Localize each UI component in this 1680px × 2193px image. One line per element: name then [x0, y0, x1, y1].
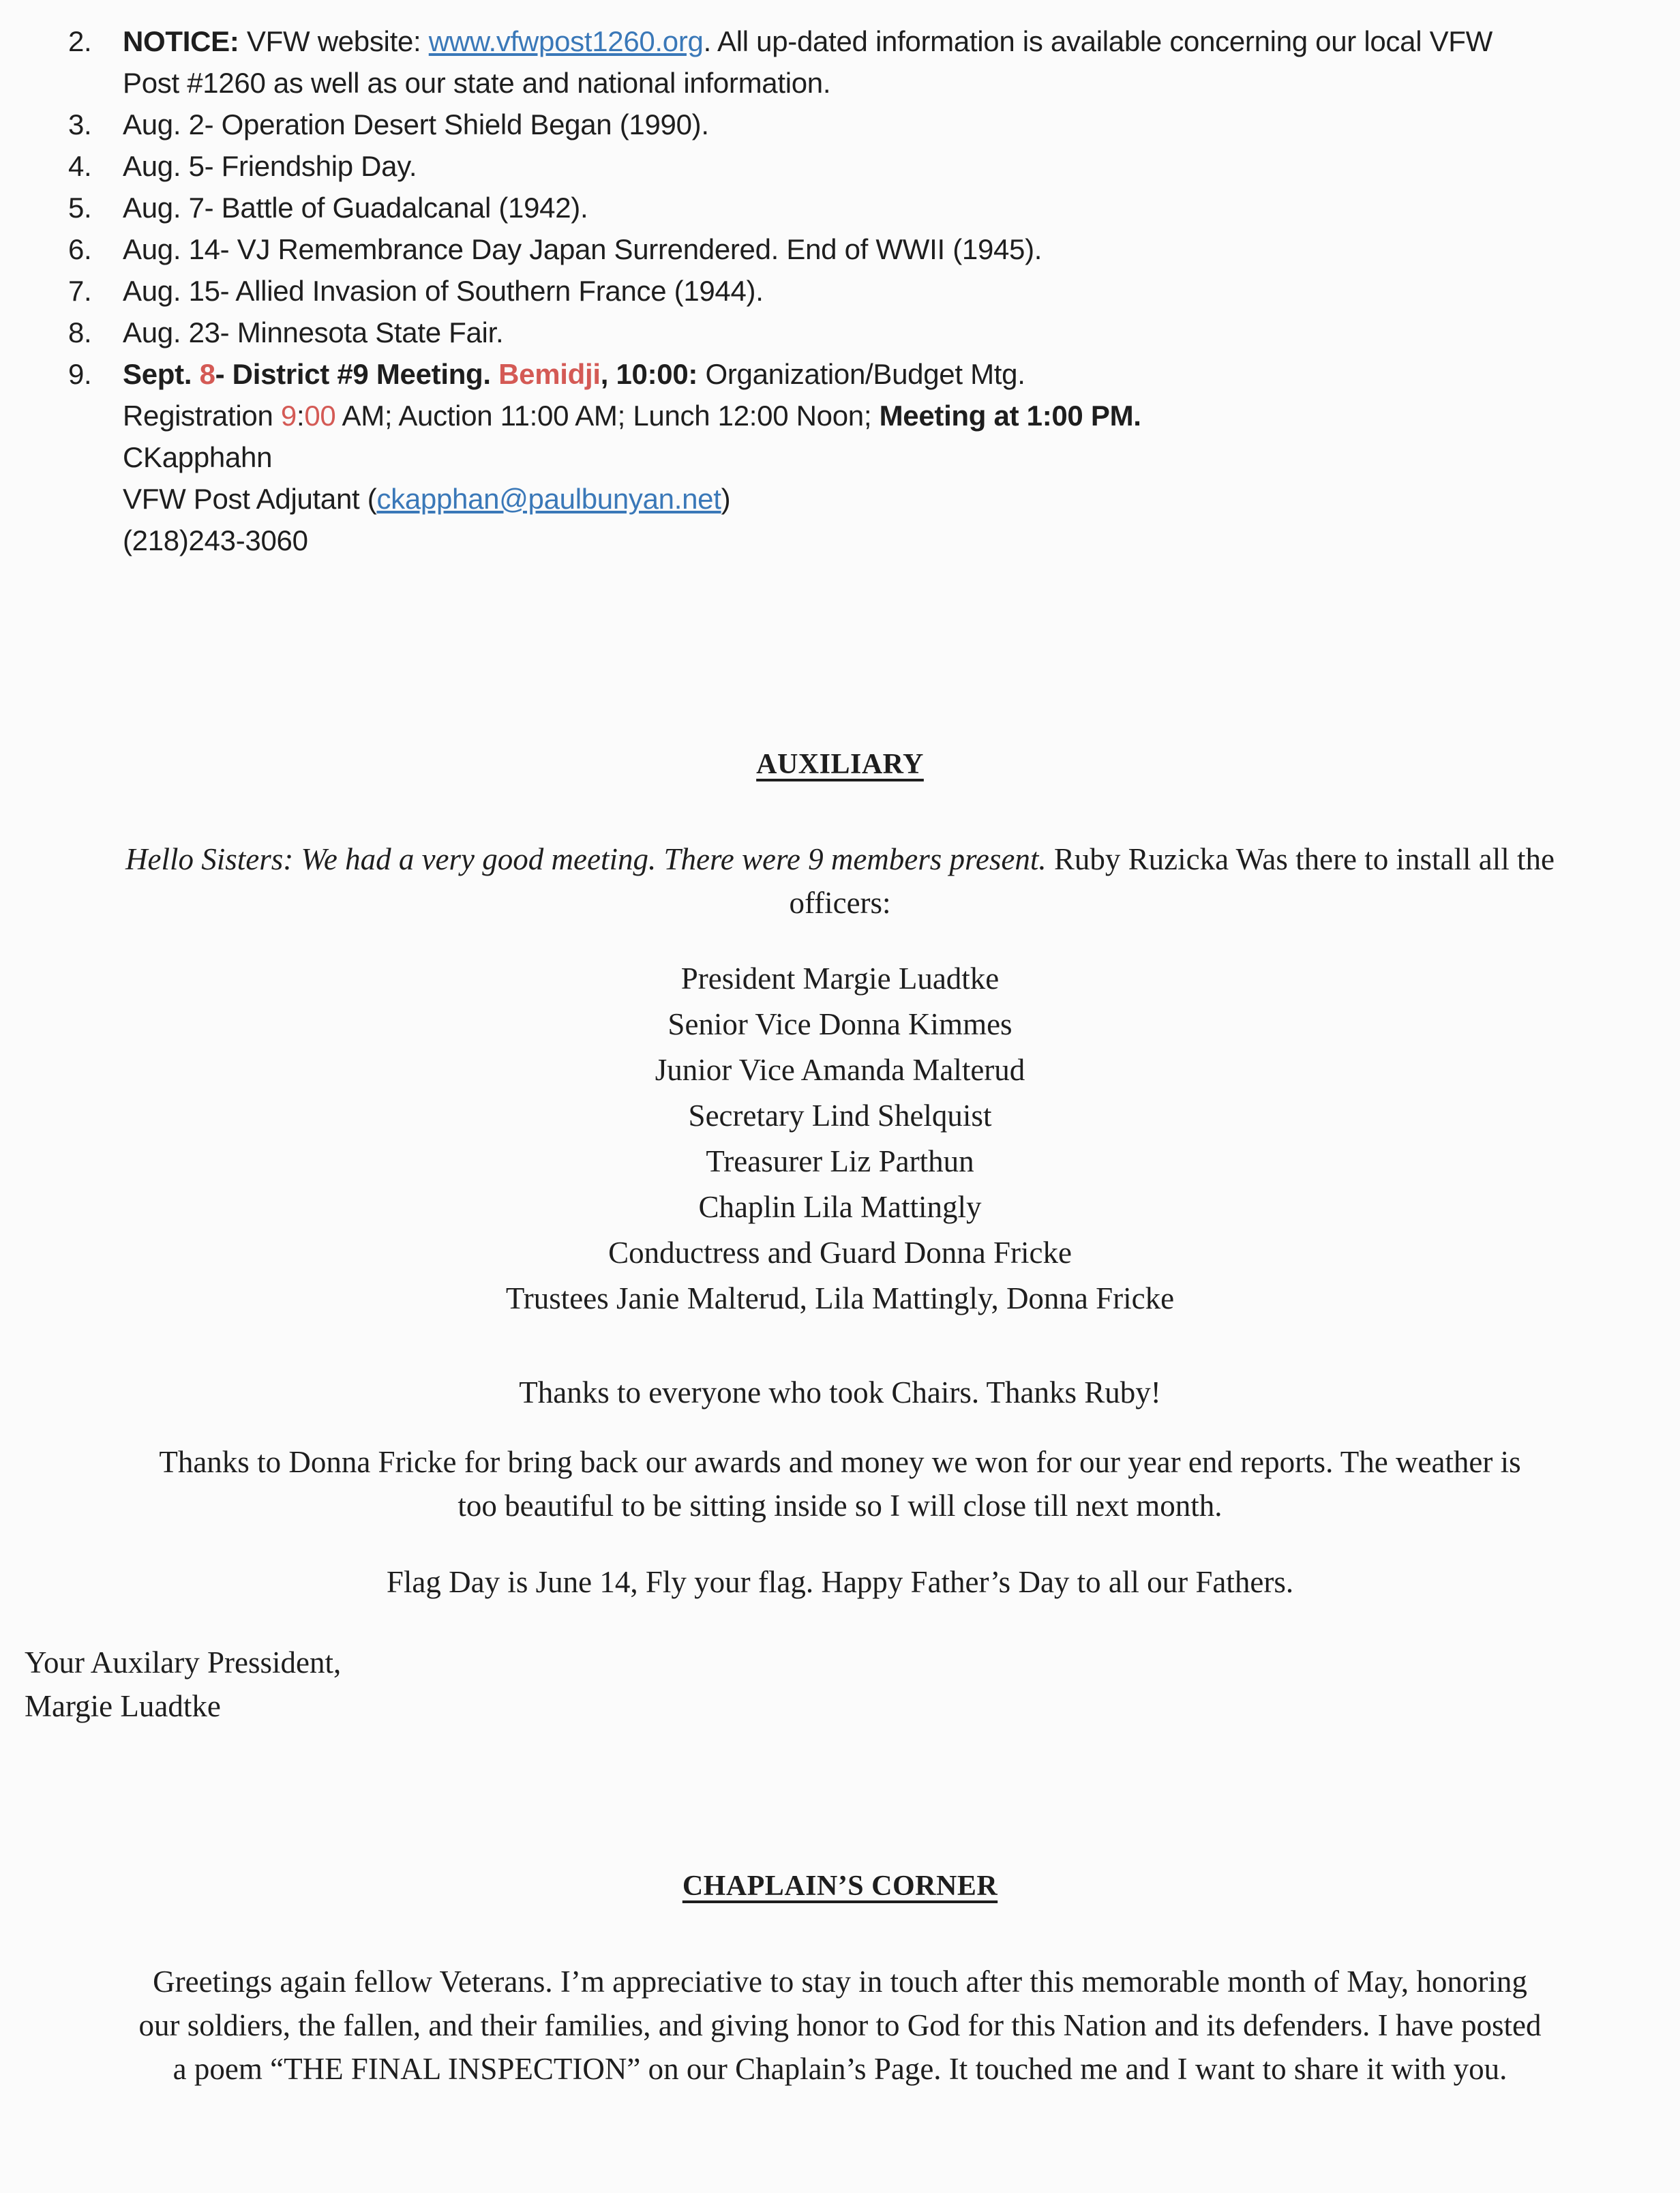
- chaplain-heading: [0, 1870, 1680, 1903]
- signature-name: Margie Luadtke: [25, 1689, 221, 1723]
- registration-hour: 9: [280, 400, 297, 432]
- closing-line: Your Auxilary Pressident,: [25, 1645, 342, 1680]
- registration-label: Registration: [123, 400, 281, 432]
- officer-line: Secretary Lind Shelquist: [688, 1099, 992, 1133]
- item-number: 8.: [68, 316, 92, 348]
- item-number: 2.: [68, 25, 92, 57]
- officer-line: Chaplin Lila Mattingly: [698, 1190, 982, 1224]
- item-number: 3.: [68, 108, 92, 140]
- email-link[interactable]: ckapphan@paulbunyan.net: [376, 483, 721, 515]
- auxiliary-heading: [0, 748, 1680, 781]
- time-label: , 10:00:: [600, 358, 698, 390]
- thanks-donna-line2: too beautiful to be sitting inside so I will close till next month.: [457, 1489, 1222, 1523]
- auxiliary-heading-text: AUXILIARY: [756, 749, 924, 780]
- auxiliary-intro: [0, 837, 1680, 925]
- chaplain-heading-text: CHAPLAIN’S CORNER: [682, 1870, 998, 1902]
- item-text: Aug. 23- Minnesota State Fair.: [123, 316, 504, 348]
- list-item-district-meeting: [68, 353, 1664, 561]
- website-label: VFW website:: [239, 25, 429, 57]
- list-item: [68, 145, 1664, 187]
- list-item: [68, 228, 1664, 270]
- registration-colon: :: [296, 400, 305, 432]
- phone-number: (218)243-3060: [123, 524, 308, 556]
- list-item: [68, 270, 1664, 312]
- thanks-chairs: Thanks to everyone who took Chairs. Thanks Ruby!: [519, 1375, 1161, 1409]
- officer-line: Senior Vice Donna Kimmes: [668, 1007, 1012, 1041]
- officer-line: Conductress and Guard Donna Fricke: [608, 1236, 1072, 1270]
- item-text: Aug. 5- Friendship Day.: [123, 150, 417, 182]
- registration-minutes: 00: [304, 400, 336, 432]
- officer-line: President Margie Luadtke: [680, 961, 1000, 996]
- item-number: 9.: [68, 358, 92, 390]
- item-text: Aug. 7- Battle of Guadalcanal (1942).: [123, 192, 588, 224]
- chaplain-line1: Greetings again fellow Veterans. I’m appreciative to stay in touch after this memorable month of May, honoring: [153, 1965, 1527, 1999]
- chaplain-line3: a poem “THE FINAL INSPECTION” on our Chaplain’s Page. It touched me and I want to share it with you.: [172, 2052, 1508, 2086]
- chaplain-line2: our soldiers, the fallen, and their families, and giving honor to God for this Nation and its defenders. I have posted: [138, 2008, 1542, 2042]
- item-text: Aug. 14- VJ Remembrance Day Japan Surrendered. End of WWII (1945).: [123, 233, 1042, 265]
- intro-line2: officers:: [789, 886, 891, 920]
- officer-line: Junior Vice Amanda Malterud: [655, 1053, 1025, 1087]
- thanks-donna-line1: Thanks to Donna Fricke for bring back our awards and money we won for our year end reports. The weather is: [159, 1445, 1521, 1479]
- item-number: 7.: [68, 275, 92, 307]
- sept-label: Sept.: [123, 358, 200, 390]
- signer-role: VFW Post Adjutant (: [123, 483, 377, 515]
- sept-day: 8: [199, 358, 215, 390]
- list-item: [68, 20, 1664, 104]
- meeting-time: Meeting at 1:00 PM.: [879, 400, 1141, 432]
- events-list: [68, 20, 1664, 561]
- officer-line: Treasurer Liz Parthun: [706, 1144, 974, 1178]
- paren-close: ): [721, 483, 731, 515]
- auxiliary-signoff: [25, 1641, 341, 1728]
- item-number: 6.: [68, 233, 92, 265]
- org-text: Organization/Budget Mtg.: [698, 358, 1025, 390]
- notice-label: NOTICE:: [123, 25, 239, 57]
- signer-name: CKapphahn: [123, 441, 273, 473]
- notice-text: . All up-dated information is available concerning our local VFW: [703, 25, 1493, 57]
- item-text: Aug. 2- Operation Desert Shield Began (1990).: [123, 108, 709, 140]
- intro-italic: Hello Sisters: We had a very good meeting. There were 9 members present.: [125, 842, 1047, 876]
- flag-day: Flag Day is June 14, Fly your flag. Happy Father’s Day to all our Fathers.: [386, 1565, 1294, 1599]
- notice-text-line2: Post #1260 as well as our state and national information.: [123, 67, 831, 99]
- thanks-donna: [0, 1440, 1680, 1527]
- list-item: [68, 312, 1664, 353]
- chaplain-message: [0, 1960, 1680, 2091]
- item-text: Aug. 15- Allied Invasion of Southern France (1944).: [123, 275, 764, 307]
- officer-line: Trustees Janie Malterud, Lila Mattingly, Donna Fricke: [505, 1281, 1175, 1315]
- website-link[interactable]: www.vfwpost1260.org: [428, 25, 704, 57]
- district-label: - District #9 Meeting.: [215, 358, 499, 390]
- intro-text: Ruby Ruzicka Was there to install all the: [1046, 842, 1555, 876]
- location-name: Bemidji: [498, 358, 601, 390]
- item-number: 4.: [68, 150, 92, 182]
- schedule-text: AM; Auction 11:00 AM; Lunch 12:00 Noon;: [335, 400, 880, 432]
- list-item: [68, 187, 1664, 228]
- item-number: 5.: [68, 192, 92, 224]
- officers-list: [0, 956, 1680, 1322]
- list-item: [68, 104, 1664, 145]
